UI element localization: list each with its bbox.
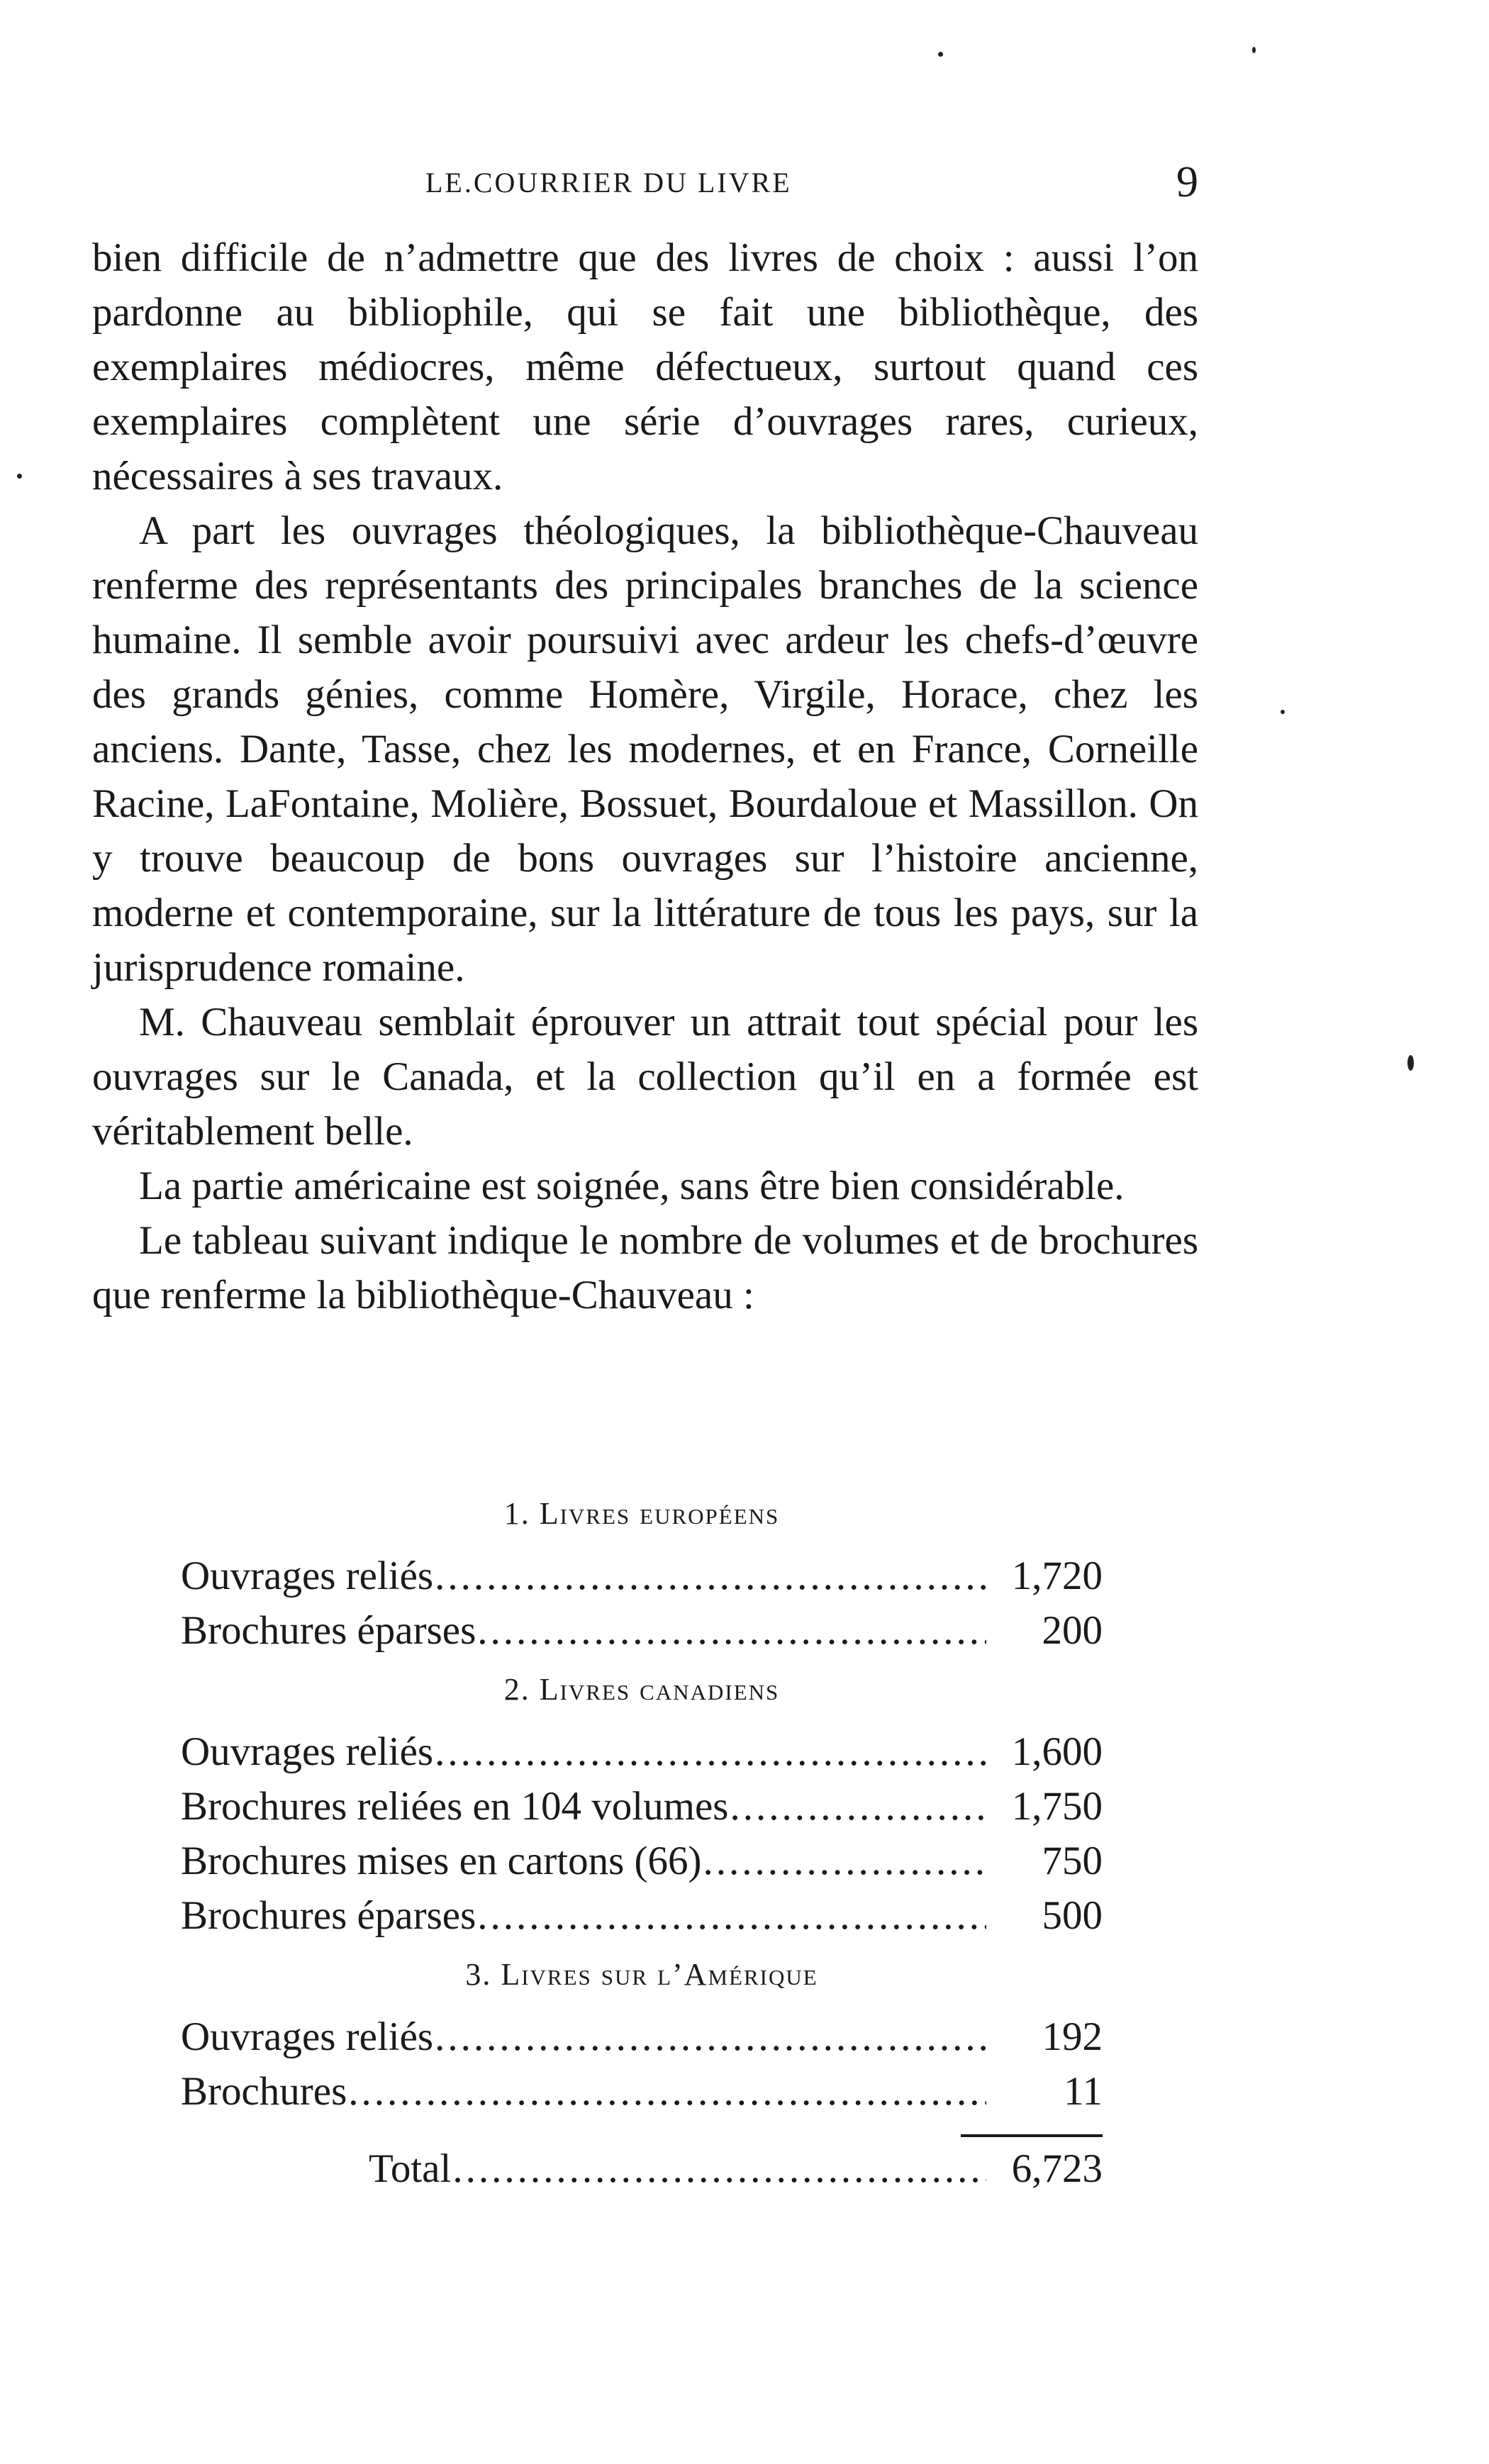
volume-count-table: [181, 1482, 1103, 2196]
dot-leader: [348, 2064, 986, 2119]
table-row: [181, 1779, 1103, 1834]
table-row: [181, 1549, 1103, 1603]
total-row: [181, 2141, 1103, 2196]
section-heading: 1. Livres européens: [503, 1496, 780, 1531]
row-value: 11: [1064, 2069, 1103, 2114]
total-label: Total: [369, 2146, 452, 2191]
body-text: [92, 230, 1198, 1322]
table-row: [181, 1888, 1103, 1943]
row-value: 1,720: [1011, 1554, 1103, 1598]
row-value: 1,600: [1011, 1729, 1103, 1774]
paragraph: La partie américaine est soignée, sans être bien considérable.: [139, 1164, 1125, 1208]
print-speck: [1407, 1055, 1414, 1071]
paragraph: bien difficile de n’admettre que des livres de choix : aussi l’on pardonne au bibliophile, qui se fait une bibliothèque, des exemplaires médiocres, même défectueux, surtout quand ces exemplaires complètent une série d’ouvrages rares, curieux, nécessaires à ses travaux.: [92, 235, 1198, 498]
row-label: Brochures: [181, 2069, 347, 2114]
row-label: Ouvrages reliés: [181, 1554, 434, 1598]
row-value: 750: [1042, 1839, 1103, 1883]
table-row: [181, 1724, 1103, 1779]
dot-leader: [730, 1779, 986, 1834]
total-value: 6,723: [1011, 2146, 1103, 2191]
dot-leader: [452, 2141, 986, 2196]
page-number: 9: [1176, 158, 1198, 206]
row-value: 1,750: [1011, 1784, 1103, 1829]
row-label: Brochures éparses: [181, 1893, 476, 1938]
print-speck: [1252, 47, 1256, 53]
section-heading: 2. Livres canadiens: [503, 1672, 780, 1707]
paragraph: A part les ouvrages théologiques, la bibliothèque-Chauveau renferme des représentants des principales branches de la science humaine. Il semble avoir poursuivi avec ardeur les chefs-d’œuvre des grands génies, comme Homère, Virgile, Horace, chez les anciens. Dante, Tasse, chez les modernes, et en France, Corneille Racine, LaFontaine, Molière, Bossuet, Bourdaloue et Massillon. On y trouve beaucoup de bons ouvrages sur l’histoire ancienne, moderne et contemporaine, sur la littérature de tous les pays, sur la jurisprudence romaine.: [92, 508, 1198, 990]
row-value: 192: [1042, 2014, 1103, 2059]
paragraph: M. Chauveau semblait éprouver un attrait tout spécial pour les ouvrages sur le Canada, et la collection qu’il en a formée est véritablement belle.: [92, 1000, 1198, 1154]
print-speck: [938, 52, 943, 57]
row-label: Ouvrages reliés: [181, 2014, 434, 2059]
row-value: 500: [1042, 1893, 1103, 1938]
row-label: Brochures éparses: [181, 1608, 476, 1653]
table-row: [181, 2009, 1103, 2064]
dot-leader: [435, 2009, 986, 2064]
print-speck: [1281, 710, 1285, 714]
section-heading: 3. Livres sur l’Amérique: [465, 1957, 818, 1992]
running-head: [92, 158, 1198, 206]
paragraph: Le tableau suivant indique le nombre de volumes et de brochures que renferme la bibliothèque-Chauveau :: [92, 1218, 1198, 1317]
table-row: [181, 2064, 1103, 2119]
running-title: LE.COURRIER DU LIVRE: [425, 167, 792, 199]
dot-leader: [477, 1888, 986, 1943]
total-rule: [961, 2134, 1103, 2137]
table-row: [181, 1834, 1103, 1888]
row-label: Brochures reliées en 104 volumes: [181, 1784, 729, 1829]
dot-leader: [477, 1603, 986, 1658]
dot-leader: [435, 1549, 986, 1603]
dot-leader: [435, 1724, 986, 1779]
print-speck: [17, 474, 22, 479]
row-label: Brochures mises en cartons (66): [181, 1839, 702, 1883]
row-label: Ouvrages reliés: [181, 1729, 434, 1774]
table-row: [181, 1603, 1103, 1658]
dot-leader: [703, 1834, 986, 1888]
row-value: 200: [1042, 1608, 1103, 1653]
